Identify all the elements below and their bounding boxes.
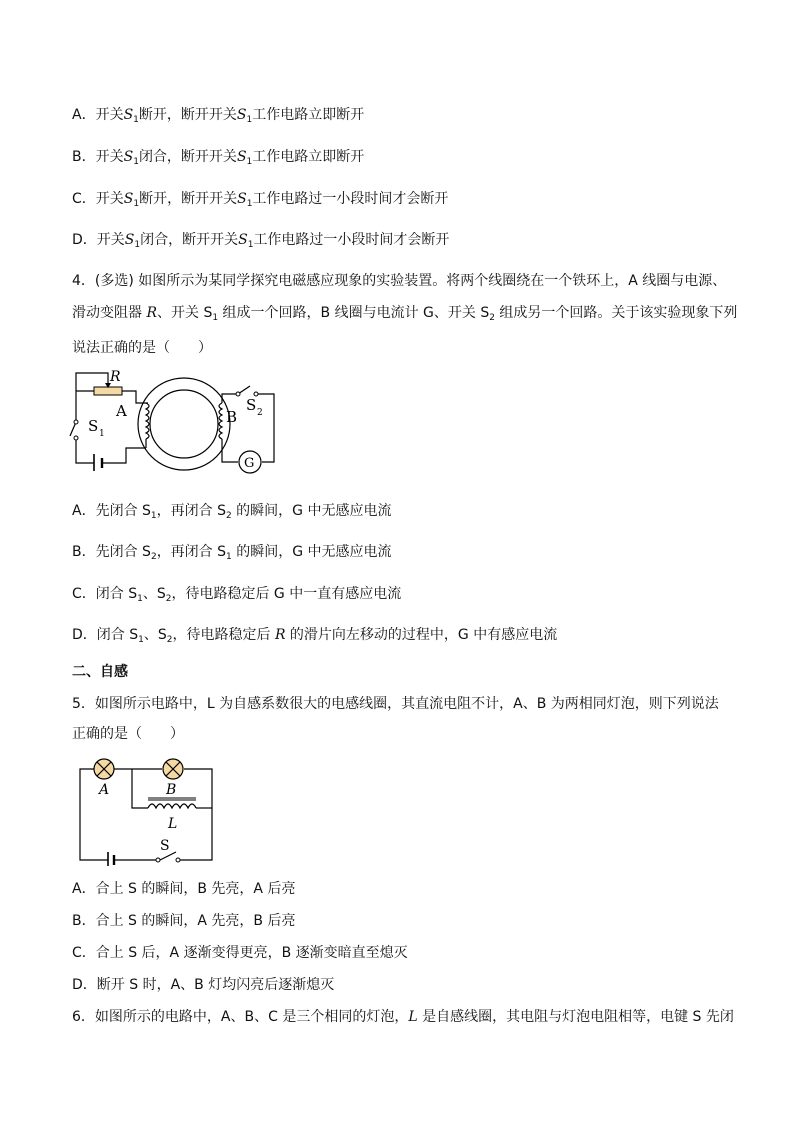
q4-label-s1: S (88, 417, 99, 435)
q4-option-a (72, 501, 391, 526)
q3-option-a (72, 105, 364, 130)
q3-c-sym1: S (123, 191, 134, 207)
q5-circuit-figure (72, 756, 218, 866)
q3-c-text3: 工作电路过一小段时间才会断开 (252, 191, 449, 207)
q4-c-text1: C．闭合 S (72, 586, 138, 602)
q3-a-text2: 断开，断开开关 (138, 107, 237, 123)
q4-l2-sub1: 1 (212, 313, 219, 323)
q4-d-sub2: 2 (166, 635, 173, 645)
q4-iron-ring-inner (150, 390, 218, 458)
q3-option-c (72, 189, 448, 214)
q4-b-text3: 的瞬间，G 中无感应电流 (231, 544, 392, 560)
q4-l2-text1: 滑动变阻器 (72, 305, 147, 321)
q3-c-text2: 断开，断开开关 (139, 191, 238, 207)
q4-c-sub1: 1 (137, 594, 143, 604)
q5-label-s: S (160, 838, 170, 854)
q3-a-sym2: S (236, 107, 247, 123)
q5-coil-left-wire (132, 769, 148, 808)
q4-l2-r: R (146, 305, 157, 321)
q4-a-text3: 的瞬间，G 中无感应电流 (231, 503, 392, 519)
q5-stem-line1: 5．如图所示电路中，L 为自感系数很大的电感线圈，其直流电阻不计，A、B 为两相同灯泡，则下列说法 (72, 696, 719, 712)
q3-b-text2: 闭合，断开开关 (138, 149, 237, 165)
q4-b-sub1: 2 (150, 552, 157, 562)
q4-label-s2: S (246, 396, 257, 414)
q4-b-text2: ，再闭合 S (156, 544, 227, 560)
q5-option-d: D．断开 S 时，A、B 灯均闪亮后逐渐熄灭 (72, 977, 335, 993)
q4-d-r: R (274, 627, 286, 643)
q6-text1: 6．如图所示的电路中，A、B、C 是三个相同的灯泡， (72, 1009, 409, 1025)
q4-option-b (72, 542, 392, 567)
q3-c-sub2: 1 (246, 199, 253, 209)
q4-label-r: R (110, 369, 121, 385)
q4-iron-ring-outer (138, 378, 230, 470)
q3-d-text: D．开关 (72, 232, 125, 248)
q4-a-sub2: 2 (226, 511, 232, 521)
q4-c-sub2: 2 (165, 594, 172, 604)
q5-stem-line2: 正确的是（ ） (72, 726, 184, 742)
q4-b-text1: B．先闭合 S (72, 544, 151, 560)
q4-d-sub1: 1 (138, 635, 144, 645)
q3-b-sym1: S (123, 149, 134, 165)
q5-option-a: A．合上 S 的瞬间，B 先亮，A 后亮 (72, 881, 296, 897)
q3-a-sym1: S (123, 107, 134, 123)
q4-label-g: G (244, 456, 255, 471)
q6-stem-line1 (72, 1007, 734, 1027)
q3-a-sub1: 1 (133, 115, 139, 125)
q6-text2: 是自感线圈，其电阻与灯泡电阻相等，电键 S 先闭 (417, 1009, 734, 1025)
q4-c-text3: ，待电路稳定后 G 中一直有感应电流 (171, 586, 402, 602)
q4-label-s1-sub: 1 (99, 429, 105, 439)
q3-b-text3: 工作电路立即断开 (252, 149, 365, 165)
q3-b-sub2: 1 (246, 157, 253, 167)
q4-label-a: A (116, 402, 127, 420)
q3-d-sub2: 1 (247, 240, 254, 250)
q4-label-b: B (226, 408, 238, 426)
q3-d-sym1: S (124, 232, 135, 248)
q4-coil-b (219, 403, 222, 439)
q4-l2-text3: 组成一个回路，B 线圈与电流计 G、开关 S (218, 305, 490, 321)
q3-b-sub1: 1 (133, 157, 139, 167)
q4-d-text2: 、S (143, 627, 167, 643)
q5-right-wire (178, 769, 212, 860)
q4-c-text2: 、S (142, 586, 166, 602)
q4-d-text3: ，待电路稳定后 (172, 627, 275, 643)
q4-l2-text2: 、开关 S (157, 305, 213, 321)
q3-c-sub1: 1 (133, 199, 140, 209)
q4-option-d (72, 625, 557, 650)
q4-l2-text4: 组成另一个回路。关于该实验现象下列 (494, 305, 738, 321)
q4-stem-line3: 说法正确的是（ ） (72, 340, 212, 356)
q4-label-s2-sub: 2 (257, 408, 263, 418)
q4-circuit-figure (66, 366, 280, 478)
q4-rheostat (94, 387, 122, 395)
q5-label-a: A (99, 782, 110, 798)
q4-stem-line2 (72, 303, 737, 328)
q3-option-d (72, 230, 449, 255)
q3-d-text3: 工作电路过一小段时间才会断开 (253, 232, 450, 248)
q3-a-text3: 工作电路立即断开 (252, 107, 365, 123)
q3-d-sub1: 1 (134, 240, 141, 250)
q4-a-sub1: 1 (150, 511, 157, 521)
section-heading: 二、自感 (72, 664, 128, 680)
q5-label-b: B (166, 782, 177, 798)
q3-a-text: A．开关 (72, 107, 124, 123)
q4-a-text1: A．先闭合 S (72, 503, 151, 519)
q4-stem-line1: 4．(多选) 如图所示为某同学探究电磁感应现象的实验装置。将两个线圈绕在一个铁环上，A 线圈与电源、 (72, 273, 727, 289)
q4-d-text1: D．闭合 S (72, 627, 139, 643)
q4-b-sub2: 1 (226, 552, 232, 562)
q3-c-text: C．开关 (72, 191, 124, 207)
q3-a-sub2: 1 (246, 115, 253, 125)
q3-d-sym2: S (238, 232, 248, 248)
q5-label-l: L (168, 816, 178, 832)
q6-l: L (408, 1009, 418, 1025)
q5-option-b: B．合上 S 的瞬间，A 先亮，B 后亮 (72, 913, 296, 929)
q4-a-text2: ，再闭合 S (156, 503, 226, 519)
q4-option-c (72, 584, 401, 609)
q4-d-text4: 的滑片向左移动的过程中，G 中有感应电流 (285, 627, 558, 643)
q3-b-sym2: S (236, 149, 247, 165)
q3-c-sym2: S (237, 191, 247, 207)
q4-l2-sub2: 2 (489, 313, 495, 323)
q3-d-text2: 闭合，断开开关 (140, 232, 239, 248)
q3-option-b (72, 147, 364, 172)
q4-coil-a (146, 403, 149, 439)
q5-coil-l (148, 804, 196, 808)
q5-option-c: C．合上 S 后，A 逐渐变得更亮，B 逐渐变暗直至熄灭 (72, 945, 408, 961)
q3-b-text: B．开关 (72, 149, 124, 165)
